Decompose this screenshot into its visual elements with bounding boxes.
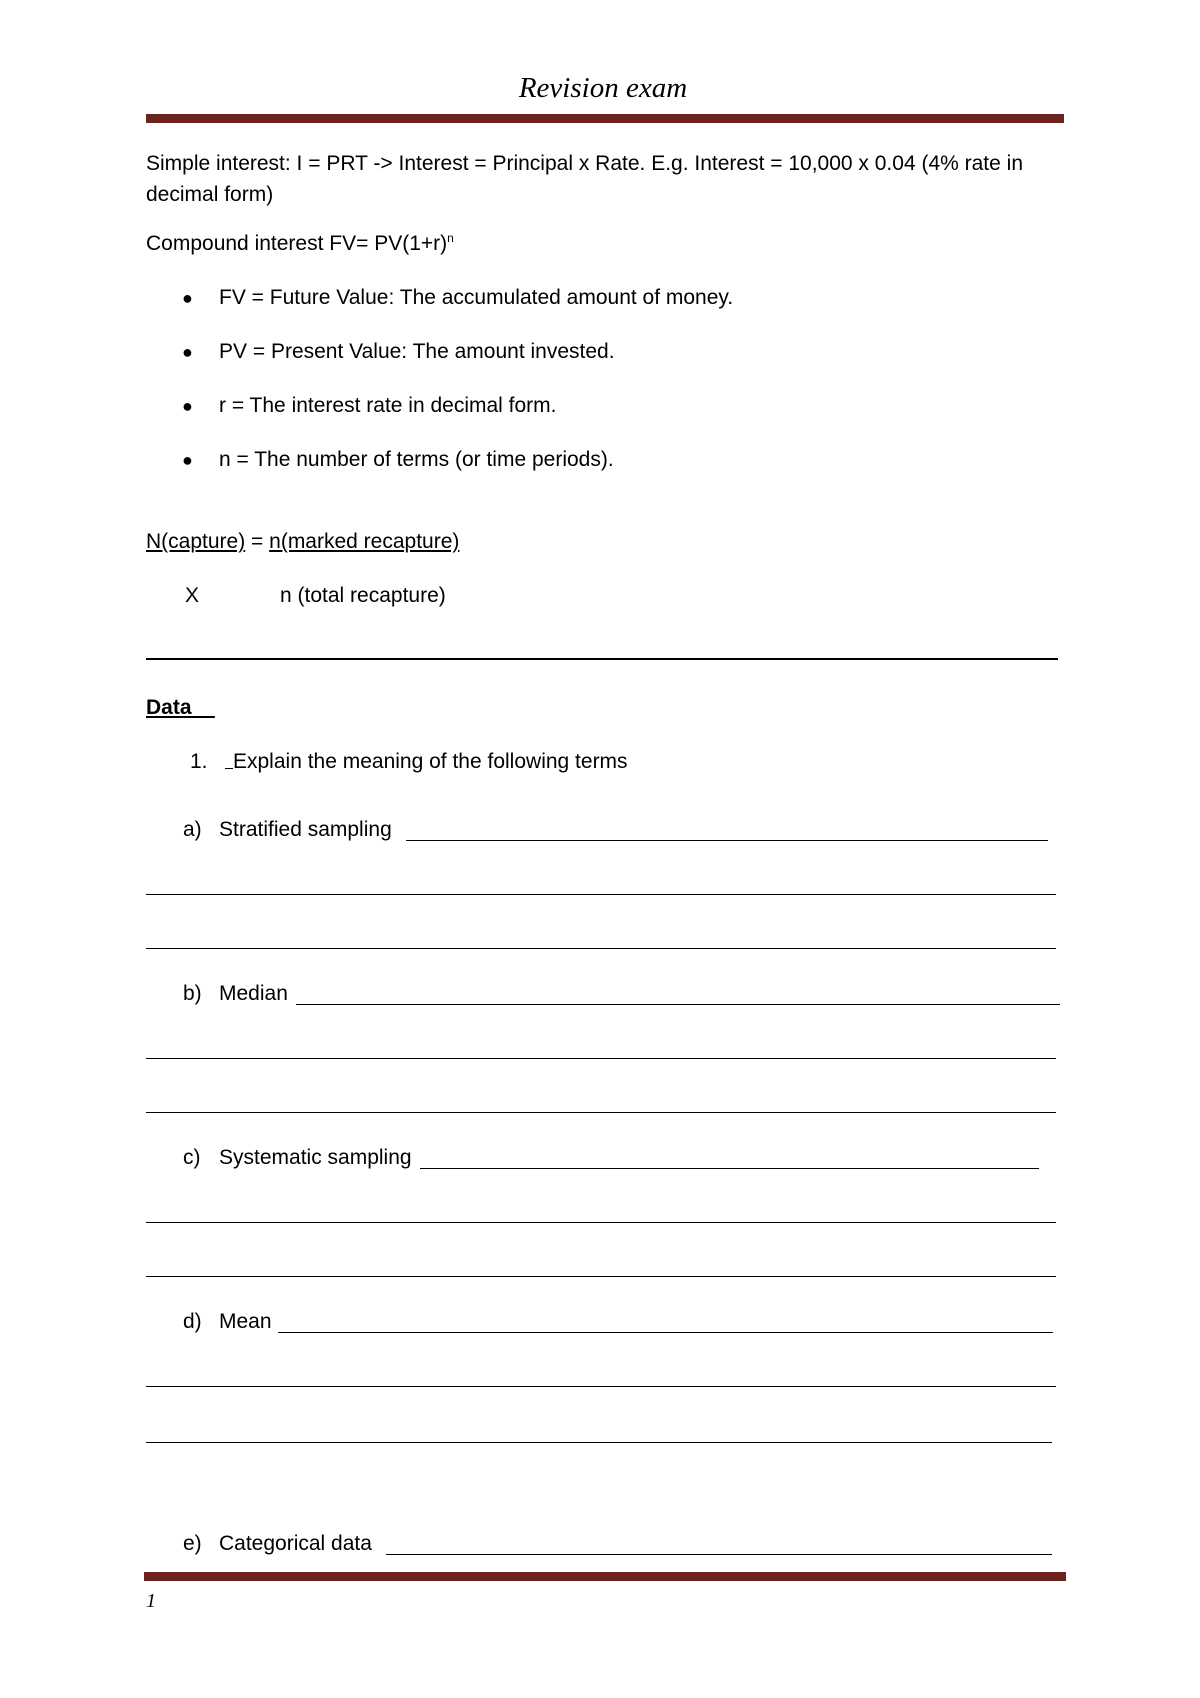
section-heading-text: Data [146, 696, 192, 719]
bullet-item [182, 444, 193, 476]
answer-line[interactable] [146, 894, 1056, 895]
bullet-icon: ● [182, 396, 193, 416]
header-rule [146, 114, 1064, 123]
section-heading [146, 692, 215, 723]
answer-line[interactable] [296, 1004, 1060, 1005]
bullet-icon: ● [182, 288, 193, 308]
compound-interest-formula: Compound interest FV= PV(1+r) [146, 232, 448, 255]
heading-underline-extension [192, 696, 215, 719]
footer-rule [144, 1572, 1066, 1581]
capture-numerator-right: n(marked recapture) [269, 530, 460, 553]
bullet-text: PV = Present Value: The amount invested. [219, 340, 615, 363]
capture-denominator: n (total recapture) [280, 584, 446, 607]
answer-line[interactable] [146, 1058, 1056, 1059]
answer-line[interactable] [146, 1386, 1056, 1387]
question-underscore [225, 746, 233, 769]
item-letter: b) [183, 982, 202, 1005]
bullet-icon: ● [182, 450, 193, 470]
answer-line[interactable] [420, 1168, 1039, 1169]
answer-line[interactable] [278, 1332, 1053, 1333]
bullet-icon: ● [182, 342, 193, 362]
question-number: 1. [190, 750, 208, 773]
item-label: Mean [219, 1310, 272, 1333]
answer-line[interactable] [146, 1222, 1056, 1223]
capture-formula [146, 526, 459, 557]
capture-x: X [185, 584, 200, 607]
bullet-item [182, 336, 193, 368]
section-divider [146, 658, 1058, 660]
bullet-text: n = The number of terms (or time periods). [219, 448, 614, 471]
capture-equals: = [245, 530, 270, 553]
answer-line[interactable] [406, 840, 1048, 841]
compound-interest-text [146, 228, 454, 259]
bullet-text: FV = Future Value: The accumulated amount of money. [219, 286, 734, 309]
answer-line[interactable] [146, 1442, 1052, 1443]
answer-line[interactable] [146, 1276, 1056, 1277]
item-letter: c) [183, 1146, 201, 1169]
compound-exponent: n [447, 231, 454, 245]
answer-line[interactable] [146, 1112, 1056, 1113]
item-letter: e) [183, 1532, 202, 1555]
question-text [225, 746, 628, 777]
bullet-item [182, 390, 193, 422]
item-label: Median [219, 982, 288, 1005]
item-letter: a) [183, 818, 202, 841]
item-label: Categorical data [219, 1532, 372, 1555]
item-label: Stratified sampling [219, 818, 392, 841]
page-title: Revision exam [518, 72, 688, 104]
bullet-item [182, 282, 193, 314]
bullet-text: r = The interest rate in decimal form. [219, 394, 557, 417]
capture-numerator-left: N(capture) [146, 530, 246, 553]
item-letter: d) [183, 1310, 202, 1333]
question-label: Explain the meaning of the following terms [233, 750, 628, 773]
simple-interest-text: Simple interest: I = PRT -> Interest = Principal x Rate. E.g. Interest = 10,000 x 0.04 (4% rate in decimal form) [146, 152, 1023, 206]
page-number: 1 [146, 1590, 156, 1612]
answer-line[interactable] [386, 1554, 1052, 1555]
item-label: Systematic sampling [219, 1146, 412, 1169]
answer-line[interactable] [146, 948, 1056, 949]
